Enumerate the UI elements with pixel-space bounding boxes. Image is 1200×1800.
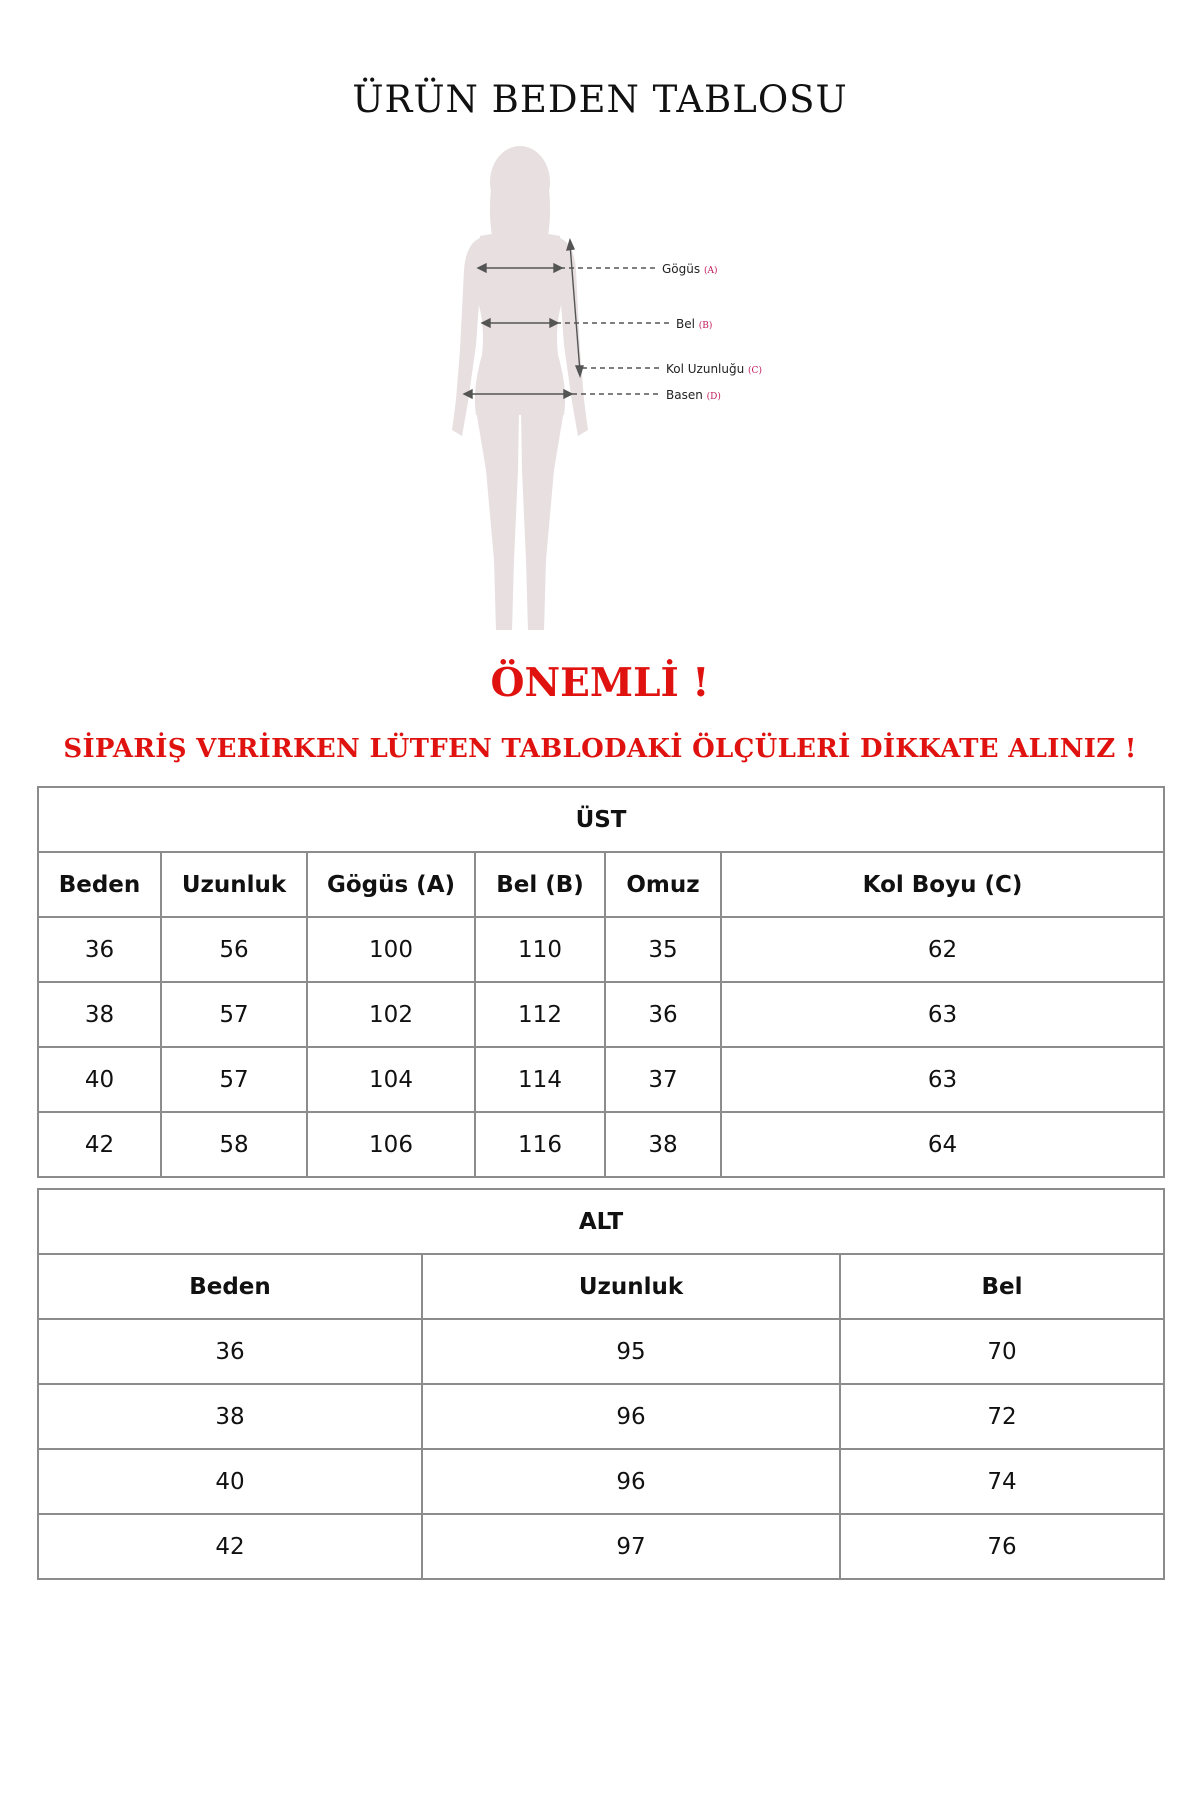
table-cell: 95: [422, 1319, 840, 1384]
table-cell: 38: [38, 1384, 422, 1449]
section-title-alt: ALT: [38, 1189, 1164, 1254]
svg-text:Bel (B): [676, 317, 712, 331]
column-header: Omuz: [605, 852, 721, 917]
table-cell: 64: [721, 1112, 1164, 1177]
table-cell: 36: [38, 917, 161, 982]
table-cell: 57: [161, 1047, 307, 1112]
section-title-ust: ÜST: [38, 787, 1164, 852]
bottom-size-table: [37, 1188, 1165, 1580]
table-cell: 112: [475, 982, 605, 1047]
table-row: [38, 917, 1164, 982]
table-cell: 63: [721, 982, 1164, 1047]
column-header: Beden: [38, 1254, 422, 1319]
table-cell: 37: [605, 1047, 721, 1112]
important-heading: ÖNEMLİ !: [490, 660, 710, 706]
measurement-diagram: [430, 140, 810, 640]
table-row: [38, 1112, 1164, 1177]
table-cell: 116: [475, 1112, 605, 1177]
table-cell: 36: [38, 1319, 422, 1384]
body-silhouette-figure: [430, 140, 810, 640]
label-sleeve: Kol Uzunluğu: [666, 362, 745, 376]
table-cell: 38: [38, 982, 161, 1047]
table-cell: 102: [307, 982, 475, 1047]
woman-silhouette: [452, 146, 588, 630]
column-header: Uzunluk: [161, 852, 307, 917]
table-cell: 104: [307, 1047, 475, 1112]
column-header: Gögüs (A): [307, 852, 475, 917]
table-cell: 35: [605, 917, 721, 982]
table-row: [38, 1319, 1164, 1384]
table-cell: 72: [840, 1384, 1164, 1449]
table-cell: 62: [721, 917, 1164, 982]
svg-text:Basen (D): [666, 388, 721, 402]
table-cell: 106: [307, 1112, 475, 1177]
label-chest: Gögüs: [662, 262, 701, 276]
table-cell: 36: [605, 982, 721, 1047]
table-cell: 97: [422, 1514, 840, 1579]
table-section-row: [38, 787, 1164, 852]
important-message: SİPARİŞ VERİRKEN LÜTFEN TABLODAKİ ÖLÇÜLERİ DİKKATE ALINIZ !: [63, 734, 1137, 764]
table-row: [38, 1514, 1164, 1579]
table-cell: 76: [840, 1514, 1164, 1579]
svg-text:Kol Uzunluğu (C): [666, 362, 762, 376]
page-title: ÜRÜN BEDEN TABLOSU: [352, 78, 848, 121]
column-header: Kol Boyu (C): [721, 852, 1164, 917]
table-cell: 42: [38, 1514, 422, 1579]
table-cell: 56: [161, 917, 307, 982]
table-cell: 114: [475, 1047, 605, 1112]
column-header: Beden: [38, 852, 161, 917]
label-hip: Basen: [666, 388, 703, 402]
table-cell: 96: [422, 1449, 840, 1514]
column-header: Uzunluk: [422, 1254, 840, 1319]
table-cell: 70: [840, 1319, 1164, 1384]
measurement-labels: [662, 262, 762, 402]
table-cell: 63: [721, 1047, 1164, 1112]
table-header-row: [38, 1254, 1164, 1319]
column-header: Bel (B): [475, 852, 605, 917]
table-cell: 74: [840, 1449, 1164, 1514]
table-cell: 110: [475, 917, 605, 982]
label-hip-code: (D): [706, 392, 721, 402]
table-cell: 57: [161, 982, 307, 1047]
label-waist: Bel: [676, 317, 695, 331]
table-section-row: [38, 1189, 1164, 1254]
label-sleeve-code: (C): [748, 366, 762, 376]
label-waist-code: (B): [698, 321, 713, 331]
table-cell: 40: [38, 1047, 161, 1112]
svg-text:Gögüs (A): [662, 262, 717, 276]
label-chest-code: (A): [703, 266, 718, 276]
table-cell: 38: [605, 1112, 721, 1177]
table-row: [38, 1384, 1164, 1449]
table-row: [38, 1047, 1164, 1112]
top-size-table: [37, 786, 1165, 1178]
table-cell: 96: [422, 1384, 840, 1449]
table-cell: 40: [38, 1449, 422, 1514]
table-cell: 100: [307, 917, 475, 982]
table-header-row: [38, 852, 1164, 917]
table-cell: 58: [161, 1112, 307, 1177]
column-header: Bel: [840, 1254, 1164, 1319]
table-cell: 42: [38, 1112, 161, 1177]
table-row: [38, 982, 1164, 1047]
table-row: [38, 1449, 1164, 1514]
